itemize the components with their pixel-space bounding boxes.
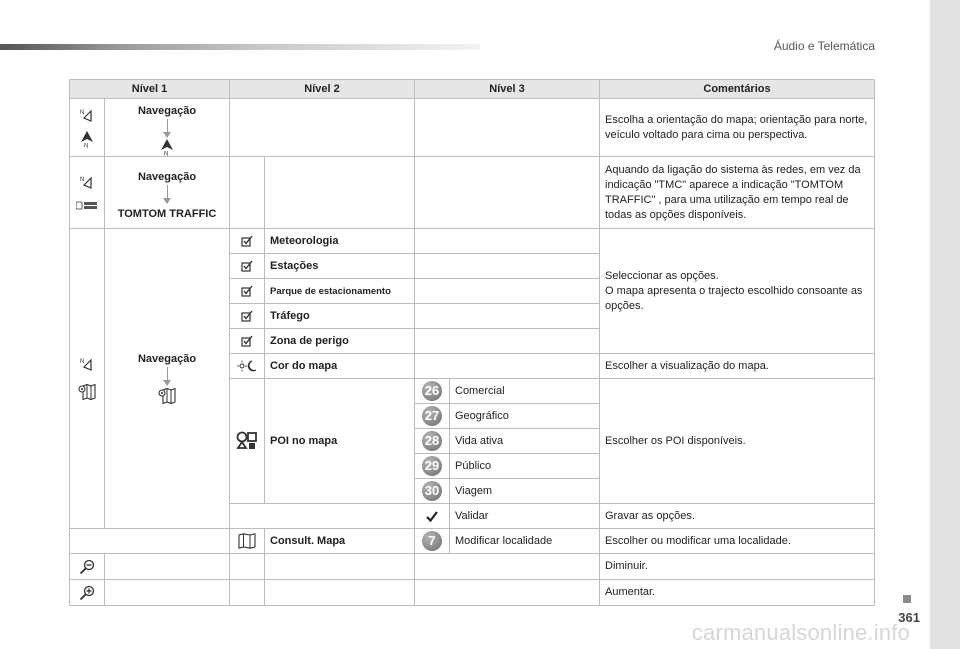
consult-map-label: Consult. Mapa (265, 529, 415, 554)
tomtom-traffic-label: TOMTOM TRAFFIC (117, 208, 217, 220)
option-parque: Parque de estacionamento (265, 279, 415, 304)
level2-cell (105, 99, 230, 157)
checkbox-icon (230, 254, 265, 279)
level2-label: Navegação (137, 171, 197, 183)
comment-cell: Gravar as opções. (600, 504, 875, 529)
level4-cell (415, 157, 600, 229)
zoom-in-icon (70, 580, 105, 606)
header-level-1: Nível 1 (70, 80, 230, 99)
table-row (70, 580, 875, 606)
level1-cell (70, 99, 105, 157)
poi-item-label: Geográfico (450, 404, 600, 429)
level2-cell (265, 554, 415, 580)
badge-cell (415, 479, 450, 504)
level3-cell (415, 554, 600, 580)
consult-level4-label: Modificar localidade (450, 529, 600, 554)
north-arrow-icon (70, 130, 104, 148)
step-badge: 26 (422, 381, 442, 401)
poi-label: POI no mapa (265, 379, 415, 504)
level1-cell (105, 554, 230, 580)
step-badge: 7 (422, 531, 442, 551)
level2-cell (230, 554, 265, 580)
comment-cell: Diminuir. (600, 554, 875, 580)
checkbox-icon (230, 304, 265, 329)
level1-cell (105, 580, 230, 606)
header-title: Áudio e Telemática (773, 39, 875, 53)
checkbox-icon (230, 279, 265, 304)
option-zona-perigo: Zona de perigo (265, 329, 415, 354)
comment-cell: Seleccionar as opções. O mapa apresenta o trajecto escolhido consoante as opções. (600, 229, 875, 354)
comment-cell: Escolher a visualização do mapa. (600, 354, 875, 379)
level1-cell (70, 529, 230, 554)
menu-table (69, 79, 875, 606)
level1-cell (70, 157, 105, 229)
header-level-2: Nível 2 (230, 80, 415, 99)
option-meteorologia: Meteorologia (265, 229, 415, 254)
comment-cell: Aquando da ligação do sistema às redes, em vez da indicação "TMC" aparece a indicação "TOMTOM TRAFFIC" , para uma utilização em tempo real de todas as opções disponíveis. (600, 157, 875, 229)
level3-cell (415, 580, 600, 606)
table-row (70, 99, 875, 157)
level2-cell (265, 580, 415, 606)
level3-cell (265, 157, 415, 229)
checkbox-icon (230, 329, 265, 354)
arrow-down-icon (167, 119, 168, 133)
level2-label: Navegação (137, 352, 197, 365)
header-comments: Comentários (600, 80, 875, 99)
tomtom-traffic-icon (70, 201, 104, 211)
step-badge: 27 (422, 406, 442, 426)
header-level-3: Nível 3 (415, 80, 600, 99)
table-row (70, 554, 875, 580)
option-trafego: Tráfego (265, 304, 415, 329)
level4-cell (415, 279, 600, 304)
svg-text:N: N (164, 151, 169, 156)
badge-cell (415, 379, 450, 404)
day-night-icon (230, 354, 265, 379)
svg-text:N: N (80, 358, 85, 365)
validate-label: Validar (450, 504, 600, 529)
poi-icon (230, 379, 265, 504)
page-number: 361 (898, 610, 920, 625)
step-badge: 30 (422, 481, 442, 501)
table-header-row (70, 80, 875, 99)
level4-cell (415, 254, 600, 279)
step-badge: 28 (422, 431, 442, 451)
level4-cell (415, 329, 600, 354)
badge-cell (415, 454, 450, 479)
level3-cell (230, 504, 415, 529)
poi-item-label: Vida ativa (450, 429, 600, 454)
map-orientation-icon (70, 175, 104, 191)
map-orientation-icon (70, 108, 104, 124)
level4-cell (415, 99, 600, 157)
comment-cell: Escolha a orientação do mapa; orientação para norte, veículo voltado para cima ou perspectiva. (600, 99, 875, 157)
zoom-out-icon (70, 554, 105, 580)
map-orientation-icon (70, 357, 104, 373)
checkbox-icon (230, 229, 265, 254)
side-strip (930, 0, 960, 649)
poi-item-label: Viagem (450, 479, 600, 504)
level2-cell (230, 580, 265, 606)
poi-item-label: Comercial (450, 379, 600, 404)
option-cor-mapa: Cor do mapa (265, 354, 415, 379)
arrow-down-icon (167, 185, 168, 199)
svg-text:N: N (80, 109, 85, 116)
table-row (70, 529, 875, 554)
map-settings-icon (110, 387, 224, 405)
arrow-down-icon (167, 367, 168, 381)
level4-cell (415, 304, 600, 329)
table-row (70, 229, 875, 254)
badge-cell (415, 529, 450, 554)
table-row (70, 157, 875, 229)
level1-cell (70, 229, 105, 529)
step-badge: 29 (422, 456, 442, 476)
checkmark-icon (415, 504, 450, 529)
option-estacoes: Estações (265, 254, 415, 279)
map-settings-icon (70, 383, 104, 401)
comment-cell: Escolher ou modificar uma localidade. (600, 529, 875, 554)
level4-cell (415, 229, 600, 254)
level2-cell (105, 157, 230, 229)
header-gradient-bar (0, 44, 480, 50)
north-arrow-icon (110, 138, 224, 156)
watermark: carmanualsonline.info (691, 620, 910, 645)
badge-cell (415, 429, 450, 454)
svg-text:N: N (84, 143, 89, 148)
map-icon (230, 529, 265, 554)
poi-item-label: Público (450, 454, 600, 479)
level3-cell (230, 99, 415, 157)
level3-icon-cell (230, 157, 265, 229)
comment-cell: Aumentar. (600, 580, 875, 606)
svg-text:N: N (80, 176, 85, 183)
level4-cell (415, 354, 600, 379)
level2-cell (105, 229, 230, 529)
badge-cell (415, 404, 450, 429)
level2-label: Navegação (137, 105, 197, 117)
page-marker (903, 595, 911, 603)
comment-cell: Escolher os POI disponíveis. (600, 379, 875, 504)
